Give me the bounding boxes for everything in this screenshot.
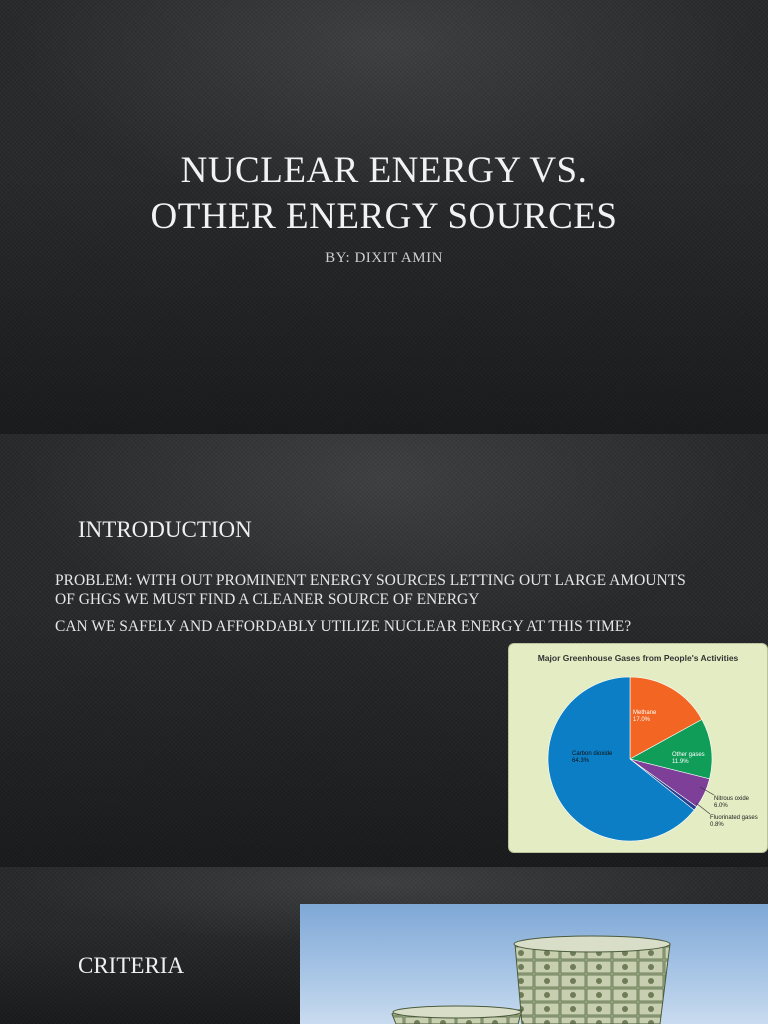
slide-title bbox=[0, 148, 768, 240]
pie-chart bbox=[509, 644, 767, 852]
pie-value-carbon-dioxide: 64.3% bbox=[572, 758, 590, 764]
greenhouse-gas-chart bbox=[508, 643, 768, 853]
pie-value-other-gases: 11.9% bbox=[672, 759, 689, 765]
slide-title-line-1: NUCLEAR ENERGY VS. bbox=[180, 150, 588, 191]
criteria-heading: CRITERIA bbox=[78, 953, 185, 978]
pie-label-methane: Methane bbox=[633, 710, 657, 716]
problem-text: PROBLEM: WITH OUT PROMINENT ENERGY SOURCES LETTING OUT LARGE AMOUNTS OF GHGS WE MUST FIND A CLEANER SOURCE OF ENERGY bbox=[55, 572, 686, 608]
money-cooling-towers-image bbox=[300, 904, 768, 1024]
slide-title-line-2: OTHER ENERGY SOURCES bbox=[150, 196, 618, 237]
pie-value-nitrous-oxide: 6.0% bbox=[714, 803, 728, 809]
pie-label-fluorinated-gases: Fluorinated gases bbox=[710, 815, 758, 821]
pie-label-nitrous-oxide: Nitrous oxide bbox=[714, 796, 750, 802]
slide-subtitle: BY: DIXIT AMIN bbox=[325, 250, 443, 266]
question-text: CAN WE SAFELY AND AFFORDABLY UTILIZE NUCLEAR ENERGY AT THIS TIME? bbox=[55, 618, 632, 635]
title-slide bbox=[0, 0, 768, 433]
pie-value-methane: 17.0% bbox=[633, 717, 651, 723]
introduction-slide bbox=[0, 434, 768, 866]
criteria-slide bbox=[0, 867, 768, 1024]
pie-label-other-gases: Other gases bbox=[672, 752, 705, 758]
pie-label-carbon-dioxide: Carbon dioxide bbox=[572, 751, 613, 757]
introduction-heading: INTRODUCTION bbox=[78, 517, 252, 542]
pie-leader-line-2 bbox=[696, 803, 710, 814]
chart-title: Major Greenhouse Gases from People's Activities bbox=[537, 653, 739, 663]
money-cooling-towers-illustration bbox=[300, 904, 768, 1024]
pie-value-fluorinated-gases: 0.8% bbox=[710, 822, 724, 828]
